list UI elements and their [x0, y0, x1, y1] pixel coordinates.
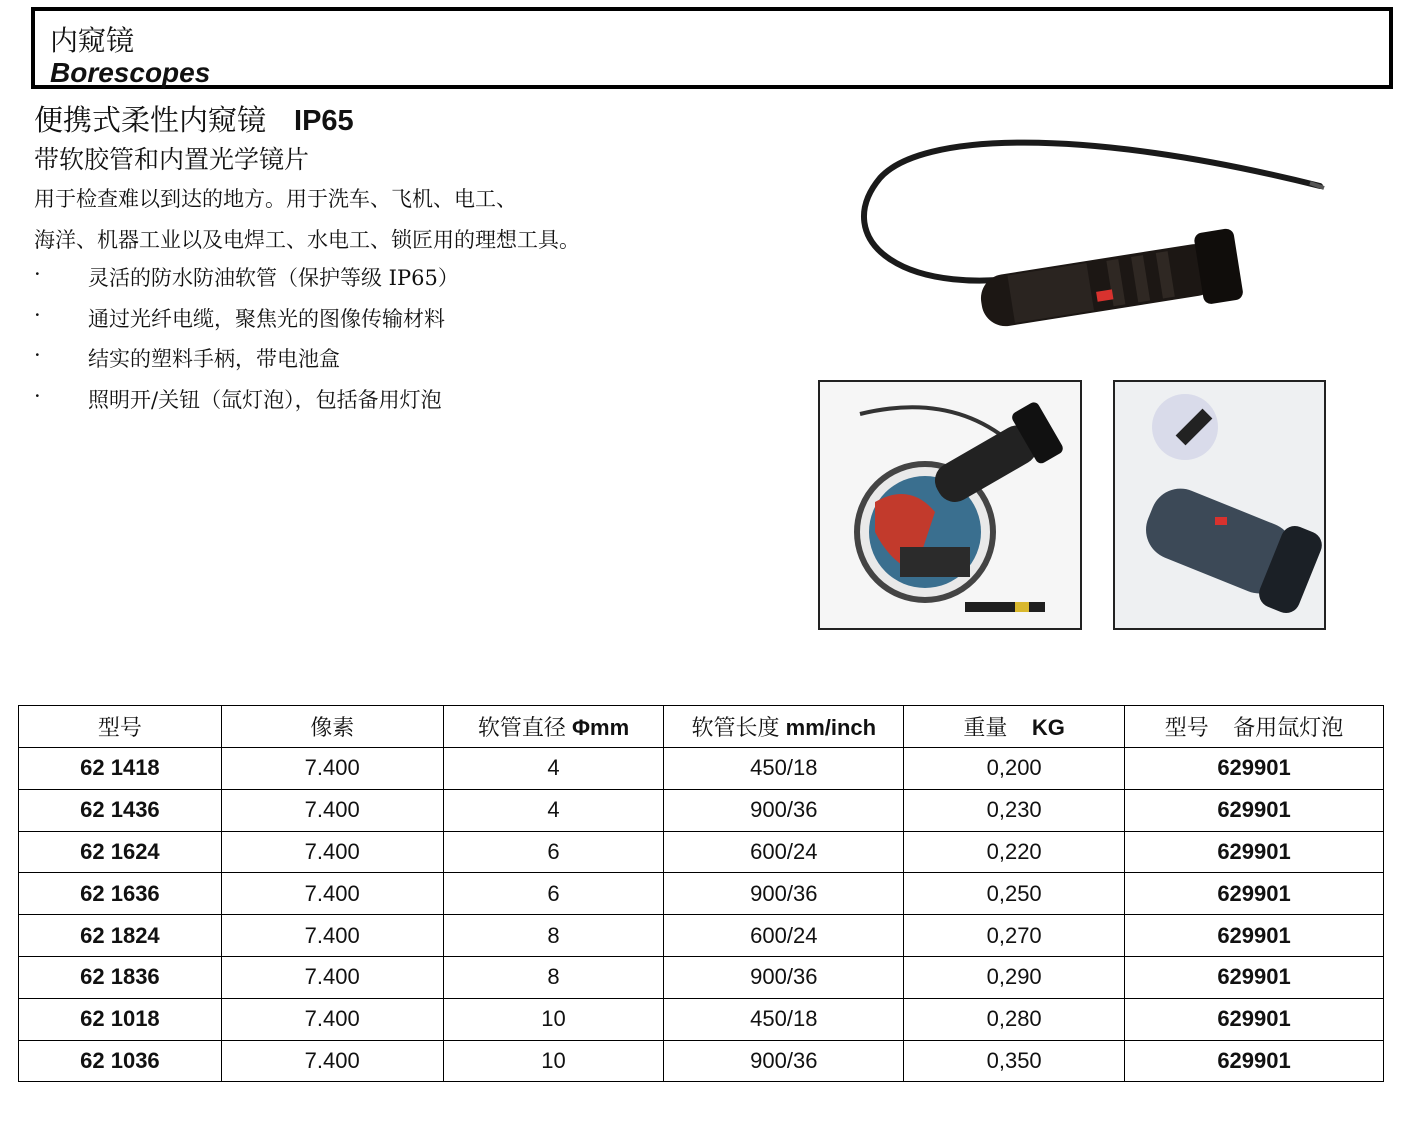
cell-spare: 629901 [1125, 873, 1384, 915]
header-pixels: 像素 [221, 706, 443, 748]
cell-weight: 0,200 [904, 748, 1125, 790]
cell-model: 62 1836 [19, 956, 222, 998]
table-row [19, 831, 1384, 873]
table-row [19, 748, 1384, 790]
bullet-dot: · [34, 343, 41, 367]
cell-diameter: 4 [443, 789, 664, 831]
table-row [19, 956, 1384, 998]
header-length-unit: mm/inch [785, 715, 877, 740]
cell-diameter: 4 [443, 748, 664, 790]
header-diameter-text: 软管直径 [477, 715, 572, 740]
product-title [34, 98, 354, 139]
cell-diameter: 8 [443, 915, 664, 957]
feature-text: 照明开/关钮（氙灯泡），包括备用灯泡 [88, 387, 442, 412]
header-weight-unit: KG [1031, 715, 1065, 740]
cell-spare: 629901 [1125, 748, 1384, 790]
cell-spare: 629901 [1125, 831, 1384, 873]
cell-pixels: 7.400 [221, 873, 443, 915]
cell-length: 450/18 [664, 748, 904, 790]
product-subtitle: 带软胶管和内置光学镜片 [34, 145, 310, 174]
cell-model: 62 1636 [19, 873, 222, 915]
header-spare: 型号 备用氙灯泡 [1125, 706, 1384, 748]
usage-illustration [820, 382, 1080, 628]
feature-item [34, 262, 459, 303]
cell-weight: 0,350 [904, 1040, 1125, 1082]
cell-pixels: 7.400 [221, 789, 443, 831]
header-length [664, 706, 904, 748]
feature-item [34, 384, 459, 425]
header-box [31, 7, 1393, 89]
header-length-text: 软管长度 [691, 715, 786, 740]
feature-list [34, 262, 459, 424]
cell-spare: 629901 [1125, 956, 1384, 998]
feature-text: 结实的塑料手柄，带电池盒 [88, 347, 340, 371]
cell-pixels: 7.400 [221, 748, 443, 790]
header-weight-text: 重量 [963, 715, 1032, 740]
header-diameter [443, 706, 664, 748]
cell-spare: 629901 [1125, 789, 1384, 831]
cell-model: 62 1436 [19, 789, 222, 831]
cell-length: 900/36 [664, 789, 904, 831]
product-title-text: 便携式柔性内窥镜 [34, 103, 267, 137]
bullet-dot: · [34, 262, 41, 286]
cell-model: 62 1418 [19, 748, 222, 790]
ip-rating: IP65 [294, 105, 354, 137]
table-row [19, 1040, 1384, 1082]
header-title-en: Borescopes [50, 57, 211, 88]
borescope-product-image [840, 128, 1360, 358]
table-row [19, 873, 1384, 915]
cell-weight: 0,280 [904, 998, 1125, 1040]
feature-text: 通过光纤电缆，聚焦光的图像传输材料 [88, 306, 445, 331]
header-diameter-unit: Φmm [571, 715, 630, 740]
cell-diameter: 10 [443, 1040, 664, 1082]
cell-length: 600/24 [664, 831, 904, 873]
cell-diameter: 10 [443, 998, 664, 1040]
cell-spare: 629901 [1125, 915, 1384, 957]
table-row [19, 789, 1384, 831]
cell-weight: 0,250 [904, 873, 1125, 915]
cell-pixels: 7.400 [221, 998, 443, 1040]
cell-pixels: 7.400 [221, 831, 443, 873]
cell-model: 62 1036 [19, 1040, 222, 1082]
cell-weight: 0,290 [904, 956, 1125, 998]
header-weight [904, 706, 1125, 748]
cell-length: 900/36 [664, 956, 904, 998]
cell-length: 450/18 [664, 998, 904, 1040]
feature-item [34, 303, 459, 344]
bullet-dot: · [34, 302, 41, 327]
header-model: 型号 [19, 706, 222, 748]
cell-length: 900/36 [664, 1040, 904, 1082]
handle-illustration [1115, 382, 1324, 628]
cell-spare: 629901 [1125, 998, 1384, 1040]
cell-diameter: 6 [443, 831, 664, 873]
cell-model: 62 1624 [19, 831, 222, 873]
table-header-row [19, 706, 1384, 748]
cell-model: 62 1824 [19, 915, 222, 957]
cell-weight: 0,220 [904, 831, 1125, 873]
usage-photo [818, 380, 1082, 630]
cell-spare: 629901 [1125, 1040, 1384, 1082]
bullet-dot: · [34, 383, 41, 408]
cell-length: 900/36 [664, 873, 904, 915]
table-row [19, 915, 1384, 957]
cell-weight: 0,270 [904, 915, 1125, 957]
cell-length: 600/24 [664, 915, 904, 957]
feature-text: 灵活的防水防油软管（保护等级 IP65） [88, 266, 459, 290]
spec-table [18, 705, 1384, 1082]
cell-pixels: 7.400 [221, 1040, 443, 1082]
cell-model: 62 1018 [19, 998, 222, 1040]
handle-detail-photo [1113, 380, 1326, 630]
header-title-zh: 内窥镜 [50, 24, 135, 57]
cell-diameter: 6 [443, 873, 664, 915]
description-line-1: 用于检查难以到达的地方。用于洗车、飞机、电工、 [34, 187, 517, 211]
description-line-2: 海洋、机器工业以及电焊工、水电工、锁匠用的理想工具。 [34, 228, 580, 252]
feature-item [34, 343, 459, 384]
cell-pixels: 7.400 [221, 915, 443, 957]
cell-pixels: 7.400 [221, 956, 443, 998]
table-row [19, 998, 1384, 1040]
cell-weight: 0,230 [904, 789, 1125, 831]
cell-diameter: 8 [443, 956, 664, 998]
